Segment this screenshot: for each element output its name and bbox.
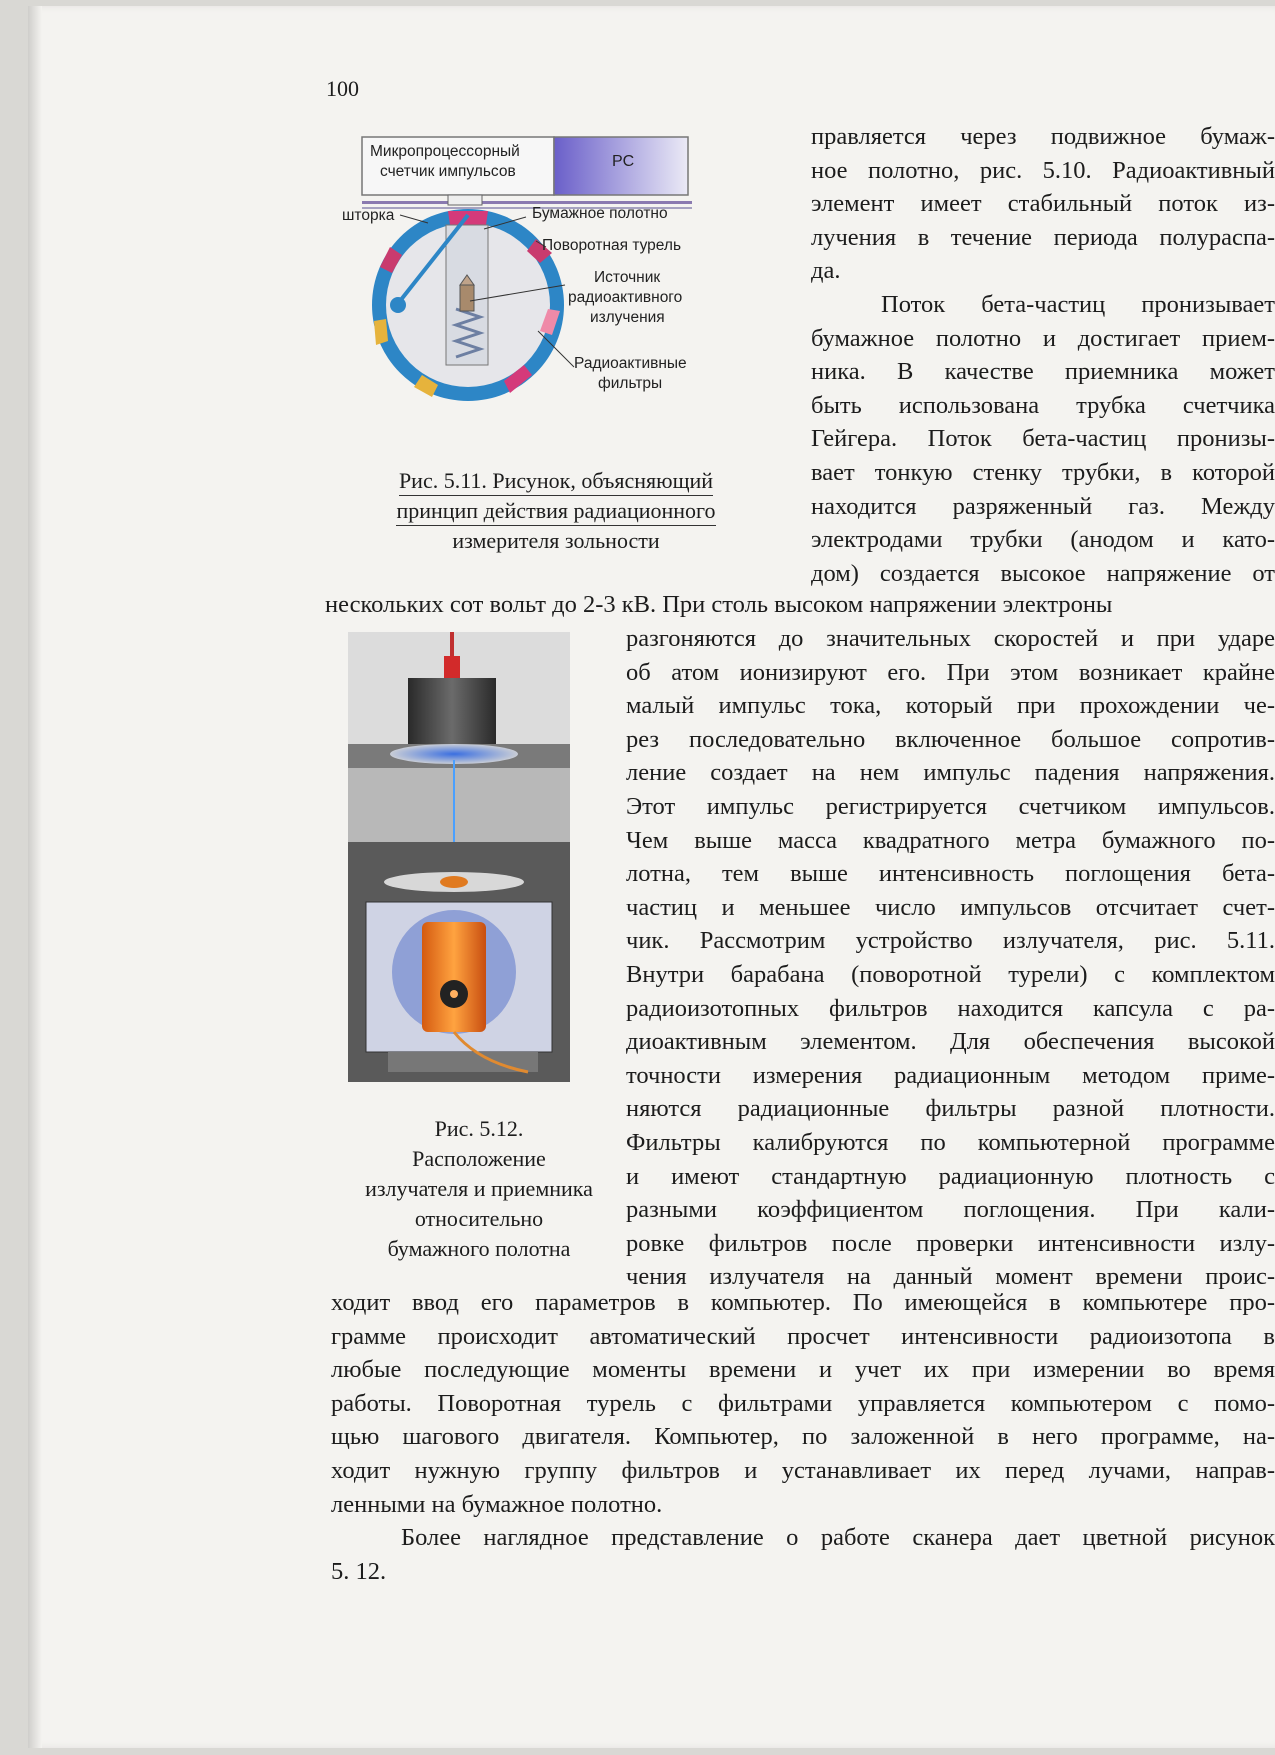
- text-line: ходит нужную группу фильтров и устанавливает их перед лучами, направ-: [331, 1456, 1275, 1484]
- text-line: об атом ионизируют его. При этом возникает крайне: [626, 658, 1275, 686]
- page-number: 100: [326, 76, 359, 101]
- source-label-line1: Источник: [594, 269, 661, 286]
- caption-line: излучателя и приемника: [365, 1176, 593, 1201]
- wide-text-line: нескольких сот вольт до 2-3 кВ. При столь высоком напряжении электроны: [325, 591, 1113, 618]
- text-line: находится разряженный газ. Между: [811, 492, 1275, 520]
- text-line: любые последующие моменты времени и учет их при измерении во время: [331, 1356, 1275, 1384]
- figure-5-11-caption: [340, 466, 772, 555]
- text-line: рез последовательно включенное большое сопротив-: [626, 725, 1275, 753]
- caption-line: Рис. 5.12.: [434, 1116, 524, 1141]
- text-line: грамме происходит автоматический просчет интенсивности радиоизотопа в: [331, 1322, 1275, 1350]
- text-line: ное полотно, рис. 5.10. Радиоактивный: [811, 156, 1275, 184]
- text-line: ление создает на нем импульс падения напряжения.: [626, 759, 1275, 787]
- text-line: Внутри барабана (поворотной турели) с комплектом: [626, 960, 1275, 988]
- figure-5-12-photo: [348, 632, 570, 1082]
- counter-label-line2: счетчик импульсов: [380, 163, 516, 180]
- figure-5-12-caption: [346, 1114, 612, 1264]
- text-line: разными коэффициентом поглощения. При кали-: [626, 1196, 1275, 1224]
- text-line: Более наглядное представление о работе сканера дает цветной рисунок: [401, 1524, 1275, 1552]
- text-line: ника. В качестве приемника может: [811, 358, 1275, 386]
- text-line: Фильтры калибруются по компьютерной программе: [626, 1128, 1275, 1156]
- caption-line: бумажного полотна: [387, 1236, 571, 1261]
- caption-line: Расположение: [412, 1146, 546, 1171]
- text-line: лотна, тем выше интенсивность поглощения бета-: [626, 860, 1275, 888]
- filters-label-line1: Радиоактивные: [574, 355, 687, 372]
- source-label-line3: излучения: [590, 309, 665, 326]
- paper-web-label: Бумажное полотно: [532, 205, 668, 222]
- caption-line: Рис. 5.11. Рисунок, объясняющий: [399, 466, 713, 496]
- text-line: малый импульс тока, который при прохождении че-: [626, 692, 1275, 720]
- caption-line: принцип действия радиационного: [396, 496, 715, 526]
- text-line: разгоняются до значительных скоростей и при ударе: [626, 625, 1275, 652]
- paper-web-line: [362, 201, 692, 204]
- middle-column-text: [626, 622, 1275, 1294]
- figure-5-11-diagram: [342, 135, 790, 455]
- text-line: вает тонкую стенку трубки, в которой: [811, 458, 1275, 486]
- right-column-text: [811, 120, 1275, 590]
- text-line: правляется через подвижное бумаж-: [811, 123, 1275, 150]
- text-line: лучения в течение периода полураспа-: [811, 223, 1275, 251]
- text-line: Чем выше масса квадратного метра бумажного по-: [626, 826, 1275, 854]
- text-line: элемент имеет стабильный поток из-: [811, 190, 1275, 218]
- text-line: чения излучателя на данный момент времени проис-: [626, 1263, 1275, 1291]
- text-line: чик. Рассмотрим устройство излучателя, рис. 5.11.: [626, 927, 1275, 955]
- text-line: дом) создается высокое напряжение от: [811, 559, 1275, 587]
- filters-label-line2: фильтры: [598, 375, 663, 392]
- counter-label-line1: Микропроцессорный: [370, 143, 520, 160]
- emitter-receiver-photo: [348, 632, 570, 1082]
- turret-label: Поворотная турель: [542, 237, 682, 254]
- text-line: быть использована трубка счетчика: [811, 391, 1275, 419]
- shutter-label: шторка: [342, 207, 395, 224]
- text-line: ровке фильтров после проверки интенсивности излу-: [626, 1229, 1275, 1257]
- caption-line: измерителя зольности: [452, 528, 660, 553]
- source-label-line2: радиоактивного: [568, 289, 683, 306]
- text-line: частиц и меньшее число импульсов отсчитает счет-: [626, 893, 1275, 921]
- text-line: Этот импульс регистрируется счетчиком импульсов.: [626, 792, 1275, 820]
- text-line: ходит ввод его параметров в компьютер. По имеющейся в компьютере про-: [331, 1289, 1275, 1316]
- text-line: диоактивным элементом. Для обеспечения высокой: [626, 1028, 1275, 1056]
- text-line: Гейгера. Поток бета-частиц пронизы-: [811, 425, 1275, 453]
- text-line: ленными на бумажное полотно.: [331, 1490, 663, 1518]
- text-line: радиоизотопных фильтров находится капсула с ра-: [626, 994, 1275, 1022]
- text-line: 5. 12.: [331, 1557, 387, 1585]
- text-line: да.: [811, 257, 841, 285]
- full-width-text: [331, 1286, 1275, 1588]
- text-line: электродами трубки (анодом и като-: [811, 526, 1275, 554]
- text-line: и имеют стандартную радиационную плотность с: [626, 1162, 1275, 1190]
- text-line: щью шагового двигателя. Компьютер, по заложенной в него программе, на-: [331, 1423, 1275, 1451]
- text-line: Поток бета-частиц пронизывает: [881, 290, 1275, 318]
- text-line: точности измерения радиационным методом приме-: [626, 1061, 1275, 1089]
- text-line: няются радиационные фильтры разной плотности.: [626, 1095, 1275, 1123]
- pc-label: PC: [612, 153, 635, 170]
- caption-line: относительно: [414, 1206, 544, 1231]
- text-line: бумажное полотно и достигает прием-: [811, 324, 1275, 352]
- text-line: работы. Поворотная турель с фильтрами управляется компьютером с помо-: [331, 1389, 1275, 1417]
